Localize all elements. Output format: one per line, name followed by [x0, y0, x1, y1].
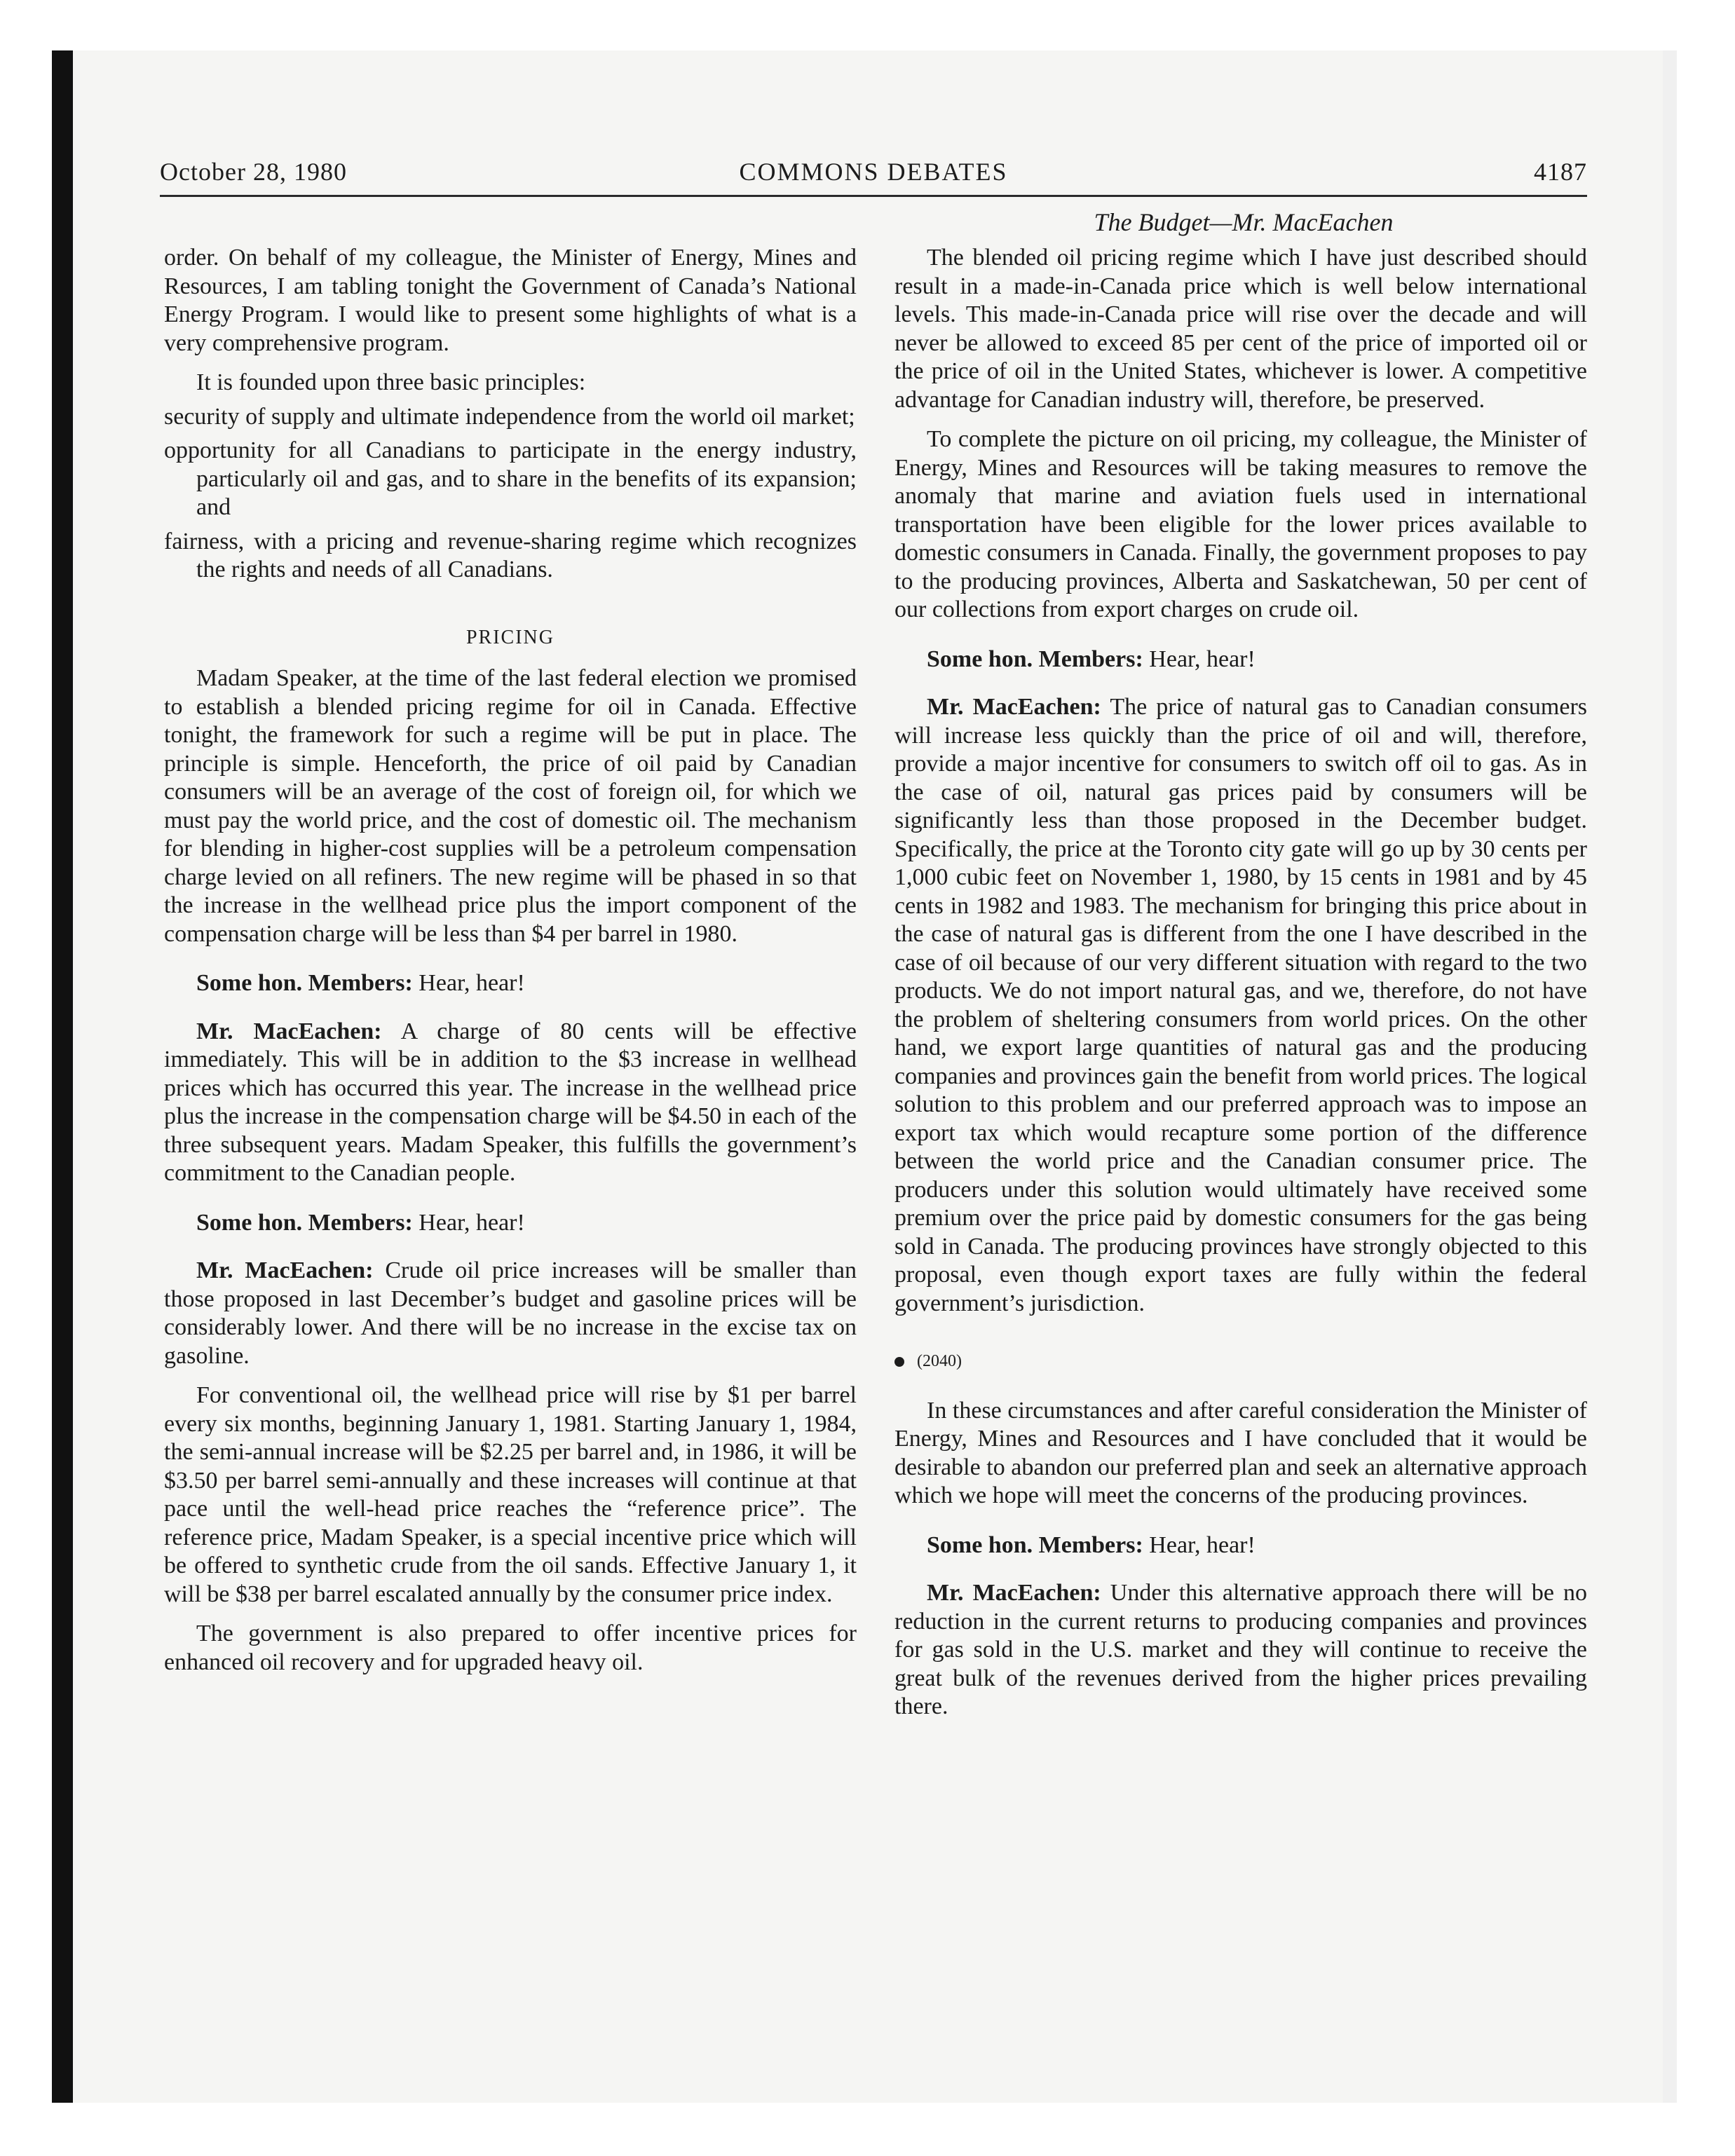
left-column	[164, 244, 857, 1688]
scan-edge-right	[1663, 50, 1677, 2103]
speech-text: Under this alternative approach there will be no reduction in the current returns to producing companies and provinces for gas sold in the U.S. market and they will continue to receive the great bulk of the revenues derived from the higher prices prevailing there.	[894, 1580, 1588, 1719]
interjection	[164, 1209, 857, 1238]
time-marker	[894, 1347, 1587, 1376]
speech-text: A charge of 80 cents will be effective immediately. This will be in addition to the $3 increase in wellhead prices which has occurred this year. The increase in the wellhead price plus the increase in the compensation charge will be $4.50 in each of the three subsequent years. Madam Speaker, this fulfills the government’s commitment to the Canadian people.	[164, 1018, 857, 1186]
paragraph: It is founded upon three basic principles:	[196, 369, 586, 395]
speaker-name: Mr. MacEachen:	[927, 694, 1101, 720]
header-date: October 28, 1980	[160, 158, 347, 186]
interjection-text: Hear, hear!	[419, 970, 525, 996]
bullet-icon	[894, 1357, 904, 1367]
speaker-name: Some hon. Members:	[196, 970, 413, 996]
scan-edge-left	[52, 50, 73, 2103]
paragraph: In these circumstances and after careful consideration the Minister of Energy, Mines and Resources and I have concluded that it would be desirable to abandon our preferred plan and seek an alternative approach which we hope will meet the concerns of the producing provinces.	[894, 1397, 1587, 1508]
speaker-name: Some hon. Members:	[927, 646, 1143, 672]
principle-item: security of supply and ultimate independence from the world oil market;	[164, 403, 855, 430]
speech	[164, 1018, 857, 1188]
speaker-name: Some hon. Members:	[196, 1209, 413, 1236]
paragraph: The government is also prepared to offer incentive prices for enhanced oil recovery and for upgraded heavy oil.	[164, 1621, 857, 1675]
paragraph: To complete the picture on oil pricing, my colleague, the Minister of Energy, Mines and Resources will be taking measures to remove the anomaly that marine and aviation fuels used in international transportation have been eligible for the lower prices available to domestic consumers in Canada. Finally, the government proposes to pay to the producing provinces, Alberta and Saskatchewan, 50 per cent of our collections from export charges on crude oil.	[894, 426, 1587, 622]
header-page-number: 4187	[1534, 158, 1587, 186]
principle-item: opportunity for all Canadians to participate in the energy industry, particularly oil and gas, and to share in the benefits of its expansion; and	[164, 437, 857, 520]
interjection	[164, 969, 857, 998]
interjection	[894, 646, 1587, 674]
right-column	[894, 244, 1587, 1733]
section-heading: PRICING	[465, 626, 554, 648]
paragraph: For conventional oil, the wellhead price will rise by $1 per barrel every six months, beginning January 1, 1981. Starting January 1, 1984, the semi-annual increase will be $2.25 per barrel and, in 1986, it will be $3.50 per barrel semi-annually and these increases will continue at that pace until the well-head price reaches the “reference price”. The reference price, Madam Speaker, is a special incentive price which will be offered to synthetic crude from the oil sands. Effective January 1, it will be $38 per barrel escalated annually by the consumer price index.	[164, 1382, 857, 1607]
principle-item: fairness, with a pricing and revenue-sharing regime which recognizes the rights and needs of all Canadians.	[164, 528, 857, 582]
header-journal-title: COMMONS DEBATES	[739, 158, 1008, 186]
interjection	[894, 1531, 1587, 1560]
speech	[164, 1257, 857, 1370]
paragraph: Madam Speaker, at the time of the last federal election we promised to establish a blended pricing regime for oil in Canada. Effective tonight, the framework for such a regime will be put in place. The principle is simple. Henceforth, the price of oil paid by Canadian consumers will be an average of the cost of foreign oil, for which we must pay the world price, and the cost of domestic oil. The mechanism for blending in higher-cost supplies will be a petroleum compensation charge levied on all refiners. The new regime will be phased in so that the increase in the wellhead price plus the import component of the compensation charge will be less than $4 per barrel in 1980.	[164, 665, 857, 947]
interjection-text: Hear, hear!	[419, 1209, 525, 1236]
speaker-name: Mr. MacEachen:	[927, 1580, 1101, 1606]
interjection-text: Hear, hear!	[1149, 1531, 1256, 1558]
paragraph: order. On behalf of my colleague, the Minister of Energy, Mines and Resources, I am tabling tonight the Government of Canada’s National Energy Program. I would like to present some highlights of what is a very comprehensive program.	[164, 245, 857, 356]
speaker-name: Some hon. Members:	[927, 1531, 1143, 1558]
speech	[894, 1579, 1587, 1721]
speaker-name: Mr. MacEachen:	[196, 1257, 374, 1283]
time-marker-text: (2040)	[917, 1352, 962, 1370]
interjection-text: Hear, hear!	[1149, 646, 1256, 672]
speech-text: Crude oil price increases will be smaller than those proposed in last December’s budget and gasoline prices will be considerably lower. And there will be no increase in the excise tax on gasoline.	[164, 1257, 857, 1369]
page-header	[160, 156, 1587, 197]
speech	[894, 693, 1587, 1318]
paragraph: The blended oil pricing regime which I have just described should result in a made-in-Canada price which is well below international levels. This made-in-Canada price will rise over the decade and will never be allowed to exceed 85 per cent of the price of imported oil or the price of oil in the United States, whichever is lower. A competitive advantage for Canadian industry will, therefore, be preserved.	[894, 245, 1587, 413]
speaker-name: Mr. MacEachen:	[196, 1018, 382, 1044]
running-head: The Budget—Mr. MacEachen	[1094, 208, 1394, 236]
speech-text: The price of natural gas to Canadian consumers will increase less quickly than the price of oil and will, therefore, provide a major incentive for consumers to switch off oil to gas. As in the case of oil, natural gas prices paid by consumers will be significantly less than those proposed in the December budget. Specifically, the price at the Toronto city gate will go up by 30 cents per 1,000 cubic feet on November 1, 1980, by 15 cents in 1981 and by 45 cents in 1982 and 1983. The mechanism for bringing this price about in the case of natural gas is different from the one I have described in the case of oil because of our very different situation with regard to the two products. We do not import natural gas, and we, therefore, do not have the problem of sheltering consumers from world prices. On the other hand, we export large quantities of natural gas and the producing companies and provinces gain the benefit from world prices. The logical solution to this problem and our preferred approach was to impose an export tax which would recapture some portion of the difference between the world price and the Canadian consumer price. The producers under this solution would ultimately have received some premium over the price paid by domestic consumers for the gas being sold in Canada. The producing provinces have strongly objected to this proposal, even though export taxes are fully within the federal government’s jurisdiction.	[894, 694, 1588, 1316]
